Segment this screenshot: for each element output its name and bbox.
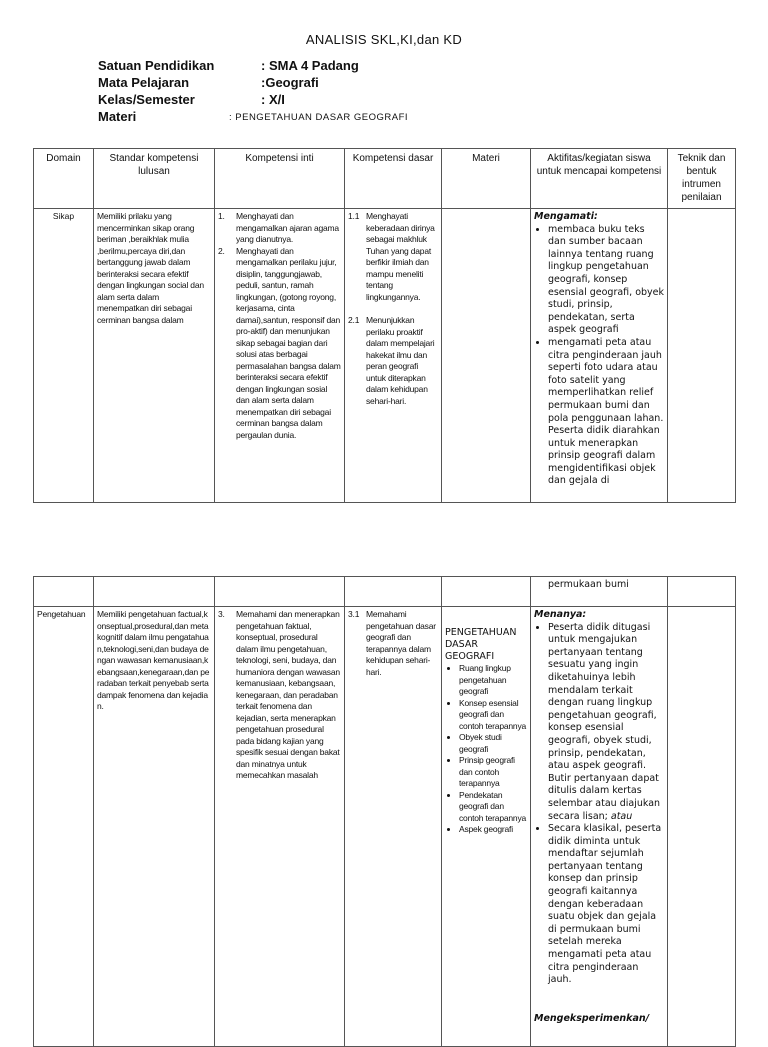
materi-heading: PENGETAHUAN DASAR GEOGRAFI — [445, 627, 517, 662]
header-aktifitas: Aktifitas/kegiatan siswa untuk mencapai kompetensi — [531, 149, 668, 209]
materi-cell — [442, 607, 531, 1047]
ki-item — [218, 609, 341, 782]
aktifitas-heading: Mengamati: — [534, 211, 598, 222]
header-materi: Materi — [442, 149, 531, 209]
list-item: • Aspek geografi — [459, 824, 527, 836]
skl-cell: Memiliki pengetahuan factual,konseptual,prosedural,dan metakognitif dalam ilmu pengatahuan,teknologi,seni,dan budaya dengan wawasan kemanusiaan,kebangsaan,kenegaraan,dan peradaban terkait penyebab serta dampak fenomena dan kejadian. — [94, 607, 215, 1047]
analysis-table-page1 — [33, 148, 736, 503]
table-header-row — [34, 149, 736, 209]
analysis-table-page2 — [33, 576, 736, 1047]
meta-value: : PENGETAHUAN DASAR GEOGRAFI — [229, 112, 409, 123]
kd-text: Menghayati keberadaan dirinya sebagai makhluk Tuhan yang dapat berfikir ilmiah dan mampu meneliti tentang lingkungannya. — [366, 211, 435, 302]
kd-cell — [345, 607, 442, 1047]
ki-number: 2. — [218, 245, 225, 256]
ki-cell — [215, 577, 345, 607]
list-item: • Peserta didik ditugasi untuk mengajukan pertanyaan tentang sesuatu yang ingin diketahuinya lebih mendalam terkait dengan ruang lingkup pengetahuan geografi, konsep esensial geografi, obyek studi, prinsip, pendekatan, atau aspek geografi. Butir pertanyaan dapat ditulis dalam kertas selembar atau diajukan secara lisan; atau — [548, 622, 664, 824]
header-kd: Kompetensi dasar — [345, 149, 442, 209]
kd-item — [348, 211, 438, 303]
aktifitas-list — [534, 224, 664, 488]
meta-label: Kelas/Semester — [98, 92, 195, 107]
domain-cell — [34, 577, 94, 607]
materi-cell — [442, 577, 531, 607]
kd-item — [348, 315, 438, 407]
meta-value: : X/I — [261, 92, 285, 107]
aktifitas-cell — [531, 209, 668, 503]
skl-cell: Memiliki prilaku yang mencerminkan sikap orang beriman ,beraikhlak mulia ,berilmu,percaya diri,dan bertanggung jawab dalam berinteraksi secara efektif dengan lingkungan social dan alam serta dalam menempatkan diri sebagai cerminan bangsa dalam — [94, 209, 215, 503]
list-item: • membaca buku teks dan sumber bacaan lainnya tentang ruang lingkup pengetahuan geografi, konsep esensial geografi, obyek studi, prinsip, pendekatan, serta aspek geografi — [548, 224, 664, 337]
kd-text: Memahami pengetahuan dasar geografi dan terapannya dalam kehidupan sehari-hari. — [366, 609, 436, 677]
list-item: • Obyek studi geografi — [459, 732, 527, 755]
table-row-sikap — [34, 209, 736, 503]
kd-item — [348, 609, 438, 678]
kd-number: 3.1 — [348, 609, 360, 619]
meta-value: : SMA 4 Padang — [261, 58, 359, 73]
teknik-cell — [668, 607, 736, 1047]
list-item: • Prinsip geografi dan contoh terapannya — [459, 755, 527, 790]
materi-list — [445, 663, 527, 836]
aktifitas-connector: atau — [610, 810, 633, 822]
ki-number: 1. — [218, 211, 225, 221]
domain-cell: Pengetahuan — [34, 607, 94, 1047]
table-row-continuation — [34, 577, 736, 607]
teknik-cell — [668, 577, 736, 607]
kd-cell — [345, 209, 442, 503]
header-skl: Standar kompetensi lulusan — [94, 149, 215, 209]
kd-number: 1.1 — [348, 211, 360, 221]
ki-text: Menghayati dan mengamalkan ajaran agama yang dianutnya. — [236, 211, 339, 244]
domain-cell: Sikap — [34, 209, 94, 503]
aktifitas-next-heading: Mengeksperimenkan/ — [534, 1012, 650, 1024]
aktifitas-cell — [531, 607, 668, 1047]
kd-number: 2.1 — [348, 315, 360, 325]
ki-number: 3. — [218, 609, 225, 619]
skl-cell — [94, 577, 215, 607]
meta-value: :Geografi — [261, 75, 319, 90]
list-item: • Pendekatan geografi dan contoh terapannya — [459, 790, 527, 825]
ki-text: Menghayati dan mengamalkan perilaku jujur, disiplin, tanggungjawab, peduli, santun, ramah lingkungan, (gotong royong, kerjasama, cinta damai),santun, responsif dan pro-aktif) dan menunjukan sikap sebagai bagian dari solusi atas berbagai permasalahan bangsa dalam berinteraksi secara efektif dengan lingkungan sosial dan alam serta dalam menempatkan diri sebagai cerminan bangsa dalam pergaulan dunia. — [236, 245, 341, 440]
aktifitas-cell: permukaan bumi — [531, 577, 668, 607]
list-item: • mengamati peta atau citra penginderaan jauh seperti foto udara atau foto satelit yang memperlihatkan relief permukaan bumi dan pola penggunaan lahan. Peserta didik diarahkan untuk menerapkan prinsip geografi dalam mengidentifikasi objek dan gejala di — [548, 337, 664, 488]
header-ki: Kompetensi inti — [215, 149, 345, 209]
ki-item — [218, 246, 341, 442]
list-item: • Konsep esensial geografi dan contoh terapannya — [459, 698, 527, 733]
aktifitas-list — [534, 622, 664, 987]
meta-label: Satuan Pendidikan — [98, 58, 215, 73]
ki-item — [218, 211, 341, 246]
meta-label: Materi — [98, 109, 137, 124]
kd-text: Menunjukkan perilaku proaktif dalam mempelajari hakekat ilmu dan peran geografi untuk diterapkan dalam kehidupan sehari-hari. — [366, 315, 435, 406]
header-teknik: Teknik dan bentuk intrumen penilaian — [668, 149, 736, 209]
teknik-cell — [668, 209, 736, 503]
document-title: ANALISIS SKL,KI,dan KD — [305, 32, 463, 47]
list-item: • Secara klasikal, peserta didik diminta untuk mendaftar sejumlah pertanyaan tentang konsep dan prinsip geografi kaitannya dengan keberadaan suatu objek dan gejala di permukaan bumi setelah mereka mengamati peta atau citra penginderaan jauh. — [548, 823, 664, 987]
meta-label: Mata Pelajaran — [98, 75, 190, 90]
header-domain: Domain — [34, 149, 94, 209]
ki-cell — [215, 209, 345, 503]
ki-text: Memahami dan menerapkan pengetahuan faktual, konseptual, prosedural dalam ilmu pengetahuan, teknologi, seni, budaya, dan humaniora dengan wawasan kemanusiaan, kebangsaan, kenegaraan, dan peradaban terkait fenomena dan kejadian, serta menerapkan pengetahuan prosedural pada bidang kajian yang spesifik sesuai dengan bakat dan minatnya untuk memecahkan masalah — [236, 609, 340, 780]
kd-cell — [345, 577, 442, 607]
table-row-pengetahuan — [34, 607, 736, 1047]
list-item: • Ruang lingkup pengetahuan geografi — [459, 663, 527, 698]
aktifitas-heading: Menanya: — [534, 609, 587, 620]
ki-cell — [215, 607, 345, 1047]
materi-cell — [442, 209, 531, 503]
